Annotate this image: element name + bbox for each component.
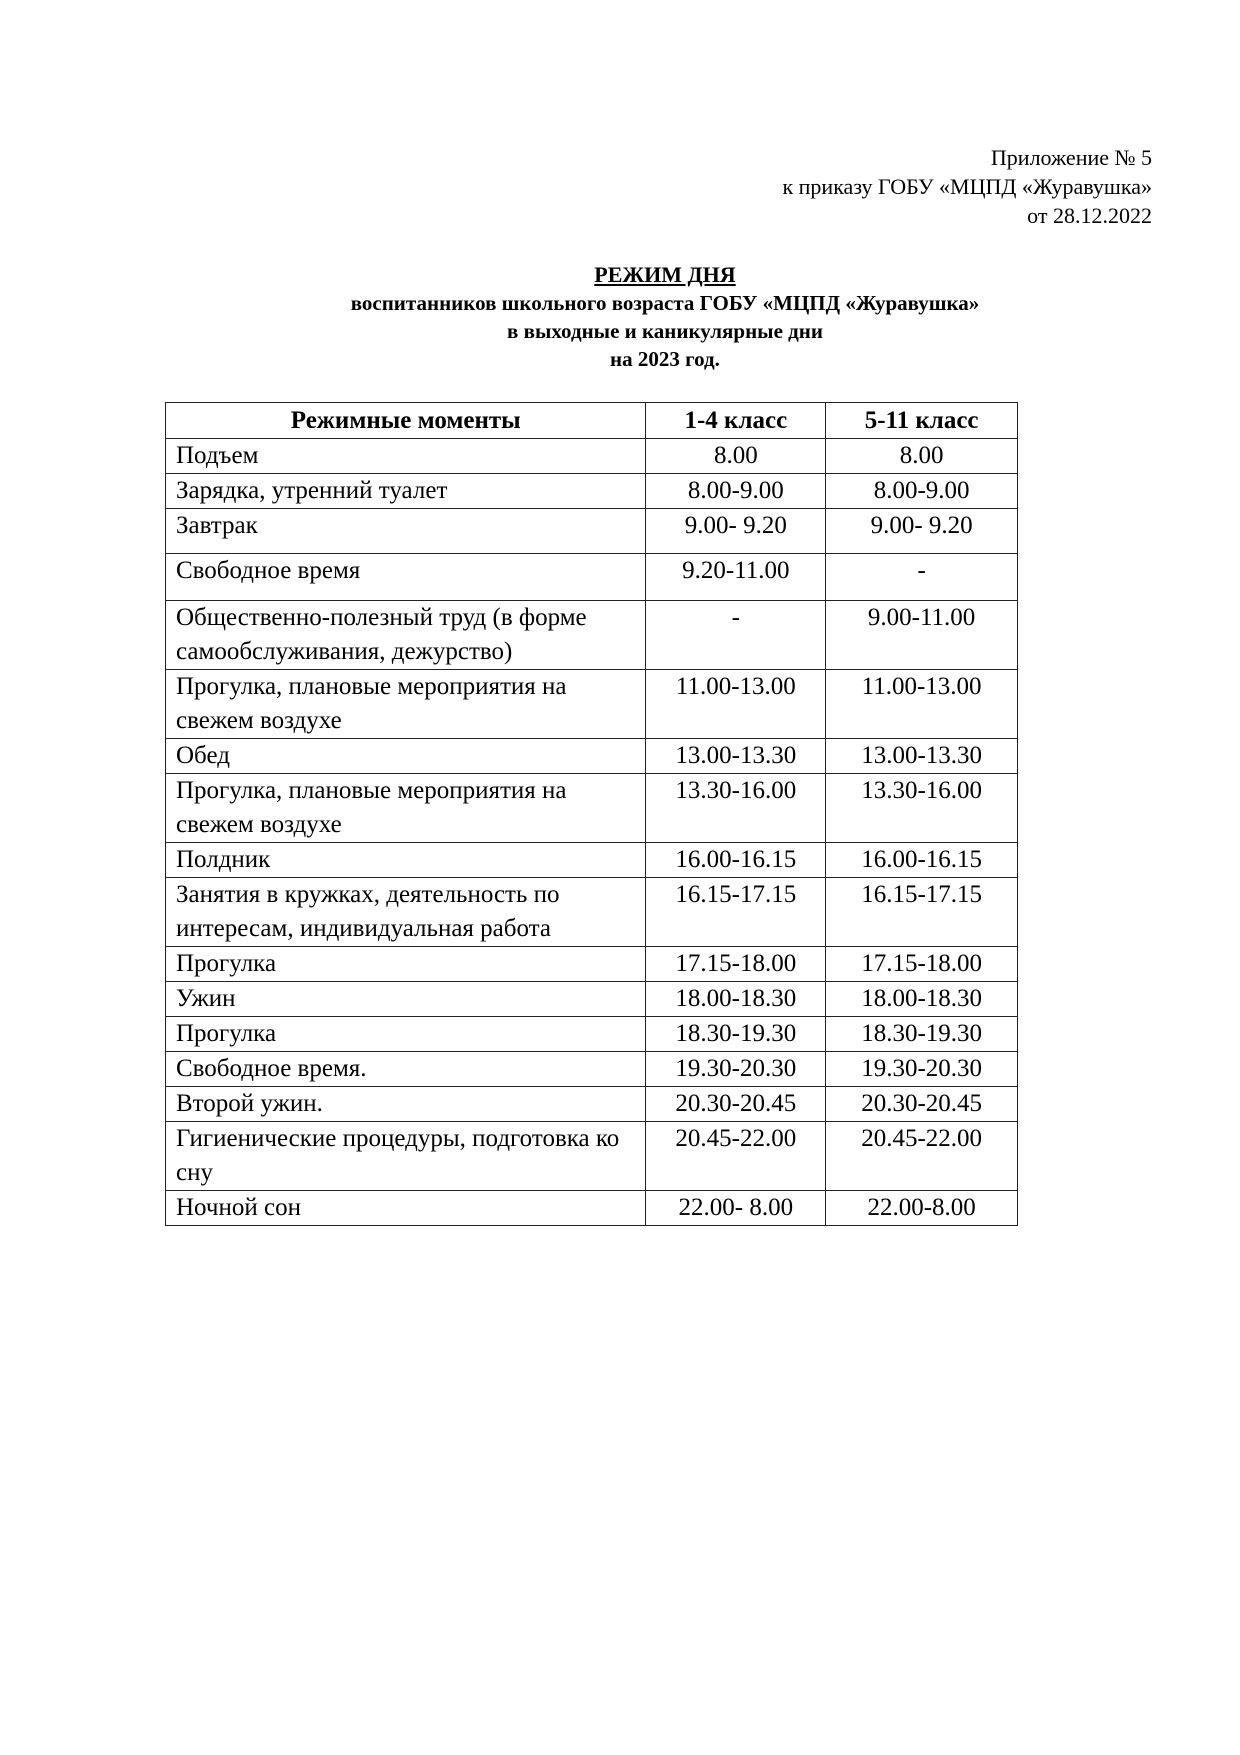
table-row: [166, 601, 1018, 670]
table-row: [166, 947, 1018, 982]
time-cell-1-4: 9.00- 9.20: [646, 509, 826, 554]
time-cell-1-4: 9.20-11.00: [646, 554, 826, 601]
table-row: [166, 878, 1018, 947]
activity-cell: Прогулка: [166, 947, 646, 982]
activity-cell: Обед: [166, 739, 646, 774]
time-cell-1-4: 17.15-18.00: [646, 947, 826, 982]
time-cell-1-4: 13.30-16.00: [646, 774, 826, 843]
activity-cell: Прогулка, плановые мероприятия на свежем воздухе: [166, 774, 646, 843]
time-cell-5-11: 13.30-16.00: [826, 774, 1018, 843]
time-cell-1-4: 8.00-9.00: [646, 474, 826, 509]
time-cell-1-4: 20.30-20.45: [646, 1087, 826, 1122]
appendix-date: от 28.12.2022: [1027, 203, 1152, 228]
activity-cell: Полдник: [166, 843, 646, 878]
time-cell-1-4: -: [646, 601, 826, 670]
time-cell-5-11: 20.30-20.45: [826, 1087, 1018, 1122]
time-cell-5-11: 8.00: [826, 439, 1018, 474]
time-cell-5-11: 16.00-16.15: [826, 843, 1018, 878]
time-cell-1-4: 19.30-20.30: [646, 1052, 826, 1087]
activity-cell: Гигиенические процедуры, подготовка ко сну: [166, 1122, 646, 1191]
table-row: [166, 843, 1018, 878]
time-cell-5-11: 9.00-11.00: [826, 601, 1018, 670]
time-cell-1-4: 18.00-18.30: [646, 982, 826, 1017]
time-cell-1-4: 16.00-16.15: [646, 843, 826, 878]
activity-cell: Зарядка, утренний туалет: [166, 474, 646, 509]
table-header-row: [166, 403, 1018, 439]
time-cell-1-4: 22.00- 8.00: [646, 1191, 826, 1226]
table-row: [166, 1017, 1018, 1052]
time-cell-5-11: 17.15-18.00: [826, 947, 1018, 982]
header-grades-1-4: 1-4 класс: [646, 403, 826, 439]
schedule-table: [165, 402, 1018, 1226]
time-cell-5-11: 16.15-17.15: [826, 878, 1018, 947]
table-row: [166, 1087, 1018, 1122]
time-cell-1-4: 20.45-22.00: [646, 1122, 826, 1191]
table-row: [166, 509, 1018, 554]
activity-cell: Свободное время: [166, 554, 646, 601]
header-grades-5-11: 5-11 класс: [826, 403, 1018, 439]
activity-cell: Свободное время.: [166, 1052, 646, 1087]
time-cell-5-11: 18.30-19.30: [826, 1017, 1018, 1052]
appendix-number: Приложение № 5: [990, 145, 1152, 170]
time-cell-5-11: 19.30-20.30: [826, 1052, 1018, 1087]
activity-cell: Подъем: [166, 439, 646, 474]
title-main: РЕЖИМ ДНЯ: [594, 262, 736, 287]
table-row: [166, 982, 1018, 1017]
table-row: [166, 1191, 1018, 1226]
table-row: [166, 1052, 1018, 1087]
table-row: [166, 670, 1018, 739]
activity-cell: Занятия в кружках, деятельность по интересам, индивидуальная работа: [166, 878, 646, 947]
time-cell-5-11: 9.00- 9.20: [826, 509, 1018, 554]
time-cell-5-11: 13.00-13.30: [826, 739, 1018, 774]
time-cell-5-11: 20.45-22.00: [826, 1122, 1018, 1191]
activity-cell: Прогулка: [166, 1017, 646, 1052]
activity-cell: Общественно-полезный труд (в форме самообслуживания, дежурство): [166, 601, 646, 670]
activity-cell: Ночной сон: [166, 1191, 646, 1226]
table-row: [166, 474, 1018, 509]
time-cell-5-11: 11.00-13.00: [826, 670, 1018, 739]
time-cell-1-4: 16.15-17.15: [646, 878, 826, 947]
table-row: [166, 774, 1018, 843]
table-row: [166, 554, 1018, 601]
time-cell-5-11: 18.00-18.30: [826, 982, 1018, 1017]
activity-cell: Ужин: [166, 982, 646, 1017]
document-title: [0, 261, 1240, 373]
time-cell-5-11: -: [826, 554, 1018, 601]
time-cell-1-4: 13.00-13.30: [646, 739, 826, 774]
header-activity: Режимные моменты: [166, 403, 646, 439]
time-cell-5-11: 8.00-9.00: [826, 474, 1018, 509]
activity-cell: Второй ужин.: [166, 1087, 646, 1122]
appendix-block: [782, 143, 1152, 230]
time-cell-5-11: 22.00-8.00: [826, 1191, 1018, 1226]
activity-cell: Завтрак: [166, 509, 646, 554]
time-cell-1-4: 18.30-19.30: [646, 1017, 826, 1052]
table-row: [166, 439, 1018, 474]
title-subject: воспитанников школьного возраста ГОБУ «МЦПД «Журавушка»: [350, 291, 980, 315]
time-cell-1-4: 11.00-13.00: [646, 670, 826, 739]
time-cell-1-4: 8.00: [646, 439, 826, 474]
table-row: [166, 1122, 1018, 1191]
appendix-order: к приказу ГОБУ «МЦПД «Журавушка»: [782, 174, 1152, 199]
table-row: [166, 739, 1018, 774]
title-days: в выходные и каникулярные дни: [507, 319, 823, 343]
activity-cell: Прогулка, плановые мероприятия на свежем воздухе: [166, 670, 646, 739]
title-year: на 2023 год.: [610, 347, 720, 371]
